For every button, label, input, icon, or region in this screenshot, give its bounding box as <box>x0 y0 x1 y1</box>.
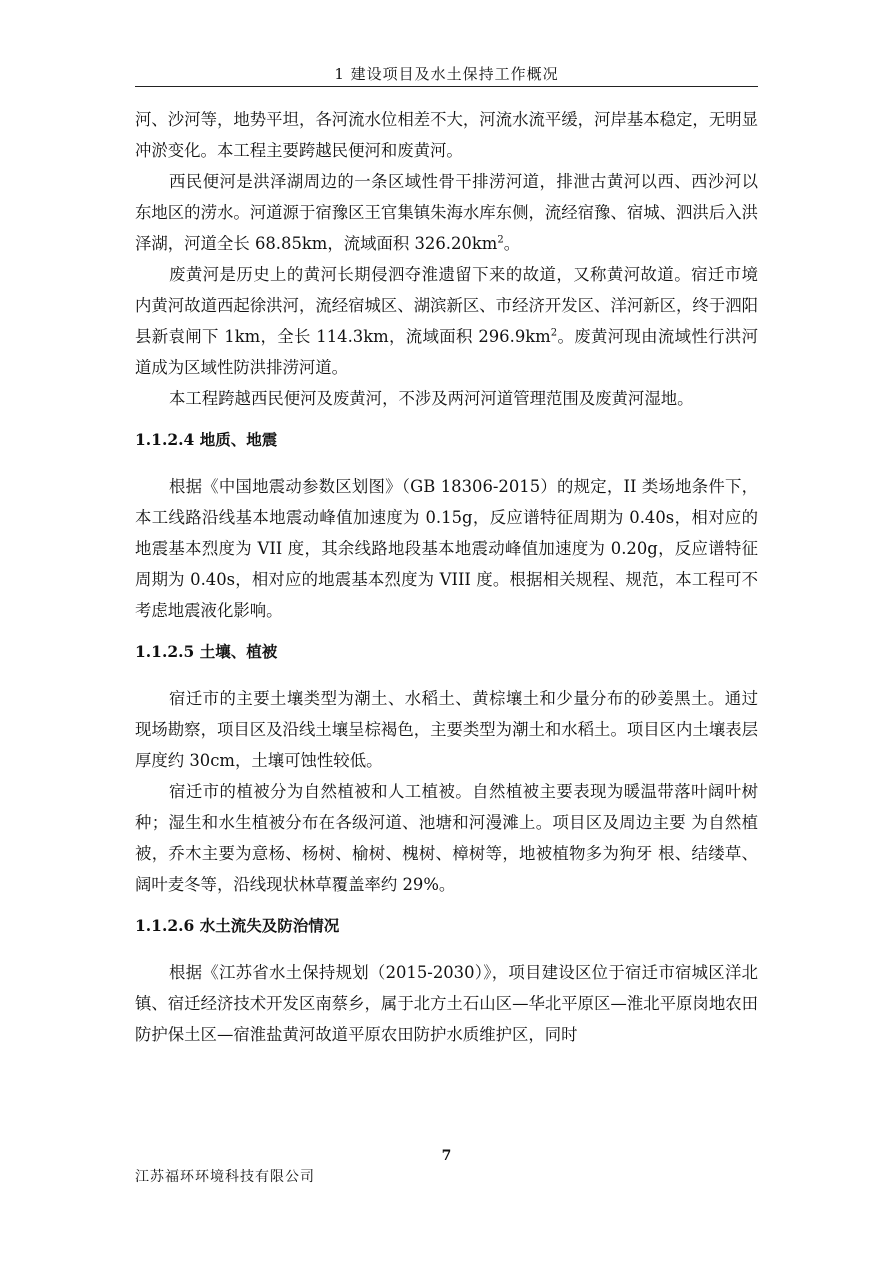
page-number: 7 <box>441 1148 452 1164</box>
paragraph-feihuang-end: 。废黄河现由流域性行洪河道成为区域性防洪排涝河道。 <box>135 327 759 377</box>
paragraph-earthquake: 根据《中国地震动参数区划图》（GB 18306-2015）的规定，II 类场地条件下，本工线路沿线基本地震动峰值加速度为 0.15g，反应谱特征周期为 0.40s，相对应的地震基本烈度为 VII 度，其余线路地段基本地震动峰值加速度为 0.20g，反应谱特征周期为 0.40s，相对应的地震基本烈度为 VIII 度。根据相关规程、规范，本工程可不考虑地震液化影响。 <box>135 477 758 620</box>
footer-company: 江苏福环环境科技有限公司 <box>135 1169 315 1185</box>
paragraph-ximinbian-end: 。 <box>503 234 521 253</box>
paragraph-ximinbian-river <box>135 166 758 259</box>
paragraph-feihuang-river <box>135 259 758 383</box>
paragraph-feihuang-text: 废黄河是历史上的黄河长期侵泗夺淮遗留下来的故道，又称黄河故道。宿迁市境内黄河故道西起徐洪河，流经宿城区、湖滨新区、市经济开发区、洋河新区，终于泗阳县新袁闸下 1km，全长 114.3km，流域面积 296.9km <box>135 265 758 346</box>
page-header-title: 1 建设项目及水土保持工作概况 <box>334 65 559 83</box>
superscript-2: 2 <box>550 327 558 339</box>
section-heading-geology: 1.1.2.4 地质、地震 <box>135 430 278 449</box>
document-body <box>135 104 758 1050</box>
paragraph-vegetation: 宿迁市的植被分为自然植被和人工植被。自然植被主要表现为暖温带落叶阔叶树种；湿生和水生植被分布在各级河道、池塘和河漫滩上。项目区及周边主要 为自然植被，乔木主要为意杨、杨树、榆树、槐树、樟树等，地被植物多为狗牙 根、结缕草、阔叶麦冬等，沿线现状林草覆盖率约 29%。 <box>135 782 758 894</box>
paragraph-soil: 宿迁市的主要土壤类型为潮土、水稻土、黄棕壤土和少量分布的砂姜黑土。通过现场勘察，项目区及沿线土壤呈棕褐色，主要类型为潮土和水稻土。项目区内土壤表层厚度约 30cm，土壤可蚀性较低。 <box>135 689 758 770</box>
section-heading-erosion: 1.1.2.6 水土流失及防治情况 <box>135 916 340 935</box>
header-divider <box>135 86 758 87</box>
superscript-2: 2 <box>497 234 504 246</box>
paragraph-crossing-rivers: 本工程跨越西民便河及废黄河，不涉及两河河道管理范围及废黄河湿地。 <box>169 389 694 408</box>
paragraph-erosion: 根据《江苏省水土保持规划（2015-2030）》，项目建设区位于宿迁市宿城区洋北镇、宿迁经济技术开发区南蔡乡，属于北方土石山区—华北平原区—淮北平原岗地农田防护保土区—宿淮盐黄河故道平原农田防护水质维护区，同时 <box>135 963 758 1044</box>
paragraph-ximinbian-text: 西民便河是洪泽湖周边的一条区域性骨干排涝河道，排泄古黄河以西、西沙河以东地区的涝水。河道源于宿豫区王官集镇朱海水库东侧，流经宿豫、宿城、泗洪后入洪泽湖，河道全长 68.85km，流域面积 326.20km <box>135 172 758 253</box>
paragraph-rivers-continued: 河、沙河等，地势平坦，各河流水位相差不大，河流水流平缓，河岸基本稳定，无明显冲淤变化。本工程主要跨越民便河和废黄河。 <box>135 110 758 160</box>
section-heading-soil: 1.1.2.5 土壤、植被 <box>135 642 278 661</box>
